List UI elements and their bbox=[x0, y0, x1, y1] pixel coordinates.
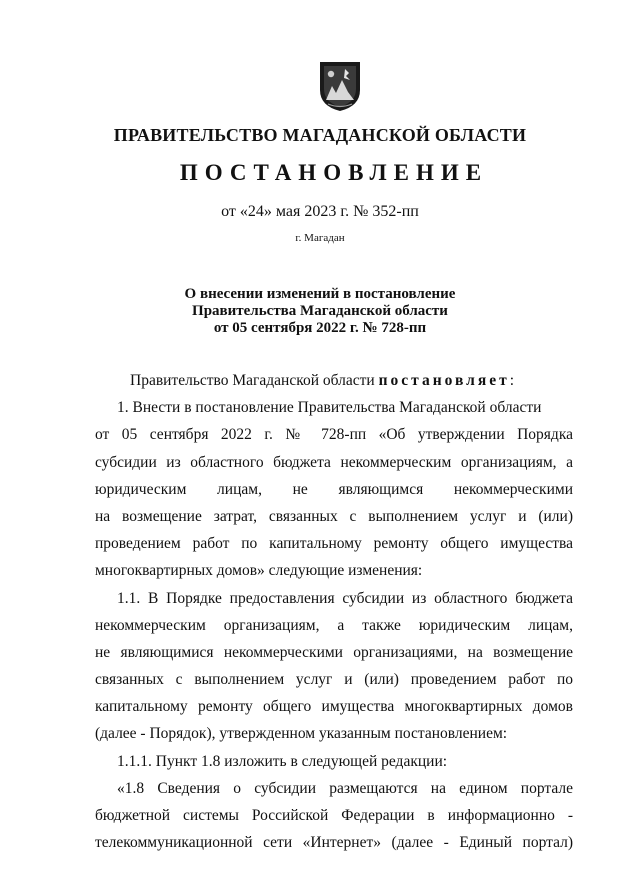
body-line: проведением работ по капитальному ремонту общего имущества bbox=[95, 535, 573, 553]
body-line: от 05 сентября 2022 г. № 728-пп «Об утверждении Порядка bbox=[95, 426, 573, 444]
preamble-colon: : bbox=[509, 372, 515, 389]
government-name: ПРАВИТЕЛЬСТВО МАГАДАНСКОЙ ОБЛАСТИ bbox=[113, 125, 527, 145]
body-line: (далее - Порядок), утвержденном указанным постановлением: bbox=[95, 725, 508, 743]
body-line: 1.1.1. Пункт 1.8 изложить в следующей редакции: bbox=[117, 752, 448, 770]
decree-date-number: от «24» мая 2023 г. № 352-пп bbox=[221, 203, 419, 220]
coat-of-arms-emblem bbox=[318, 60, 362, 112]
document-type-title: ПОСТАНОВЛЕНИЕ bbox=[179, 160, 489, 185]
body-line: связанных с выполнением услуг и (или) проведением работ по bbox=[95, 671, 573, 689]
body-line: субсидии из областного бюджета некоммерческим организациям, а bbox=[95, 453, 573, 471]
subject-line: О внесении изменений в постановление bbox=[184, 286, 456, 302]
body-line: на возмещение затрат, связанных с выполнением услуг и (или) bbox=[95, 507, 573, 525]
subject-line: от 05 сентября 2022 г. № 728-пп bbox=[213, 320, 427, 336]
preamble bbox=[95, 367, 573, 394]
preamble-text: Правительство Магаданской области bbox=[130, 372, 379, 389]
body-line: многоквартирных домов» следующие изменения: bbox=[95, 562, 423, 580]
body-line: капитальному ремонту общего имущества многоквартирных домов bbox=[95, 698, 573, 716]
body-line: телекоммуникационной сети «Интернет» (далее - Единый портал) bbox=[95, 834, 573, 852]
body-line: не являющимися некоммерческими организациями, на возмещение bbox=[95, 643, 573, 661]
decree-subject bbox=[0, 286, 640, 337]
body-line: бюджетной системы Российской Федерации в информационно - bbox=[95, 807, 573, 824]
body-line: «1.8 Сведения о субсидии размещаются на едином портале bbox=[117, 779, 573, 797]
body-line: 1. Внести в постановление Правительства Магаданской области bbox=[117, 399, 542, 417]
body-line: некоммерческим организациям, а также юридическим лицам, bbox=[95, 616, 573, 634]
decree-body bbox=[95, 367, 573, 856]
preamble-verb: постановляет bbox=[378, 372, 510, 389]
body-line: юридическим лицам, не являющимся некоммерческими bbox=[95, 480, 573, 498]
city-name: г. Магадан bbox=[295, 232, 345, 244]
body-line: 1.1. В Порядке предоставления субсидии из областного бюджета bbox=[117, 589, 573, 607]
subject-line: Правительства Магаданской области bbox=[192, 303, 448, 319]
